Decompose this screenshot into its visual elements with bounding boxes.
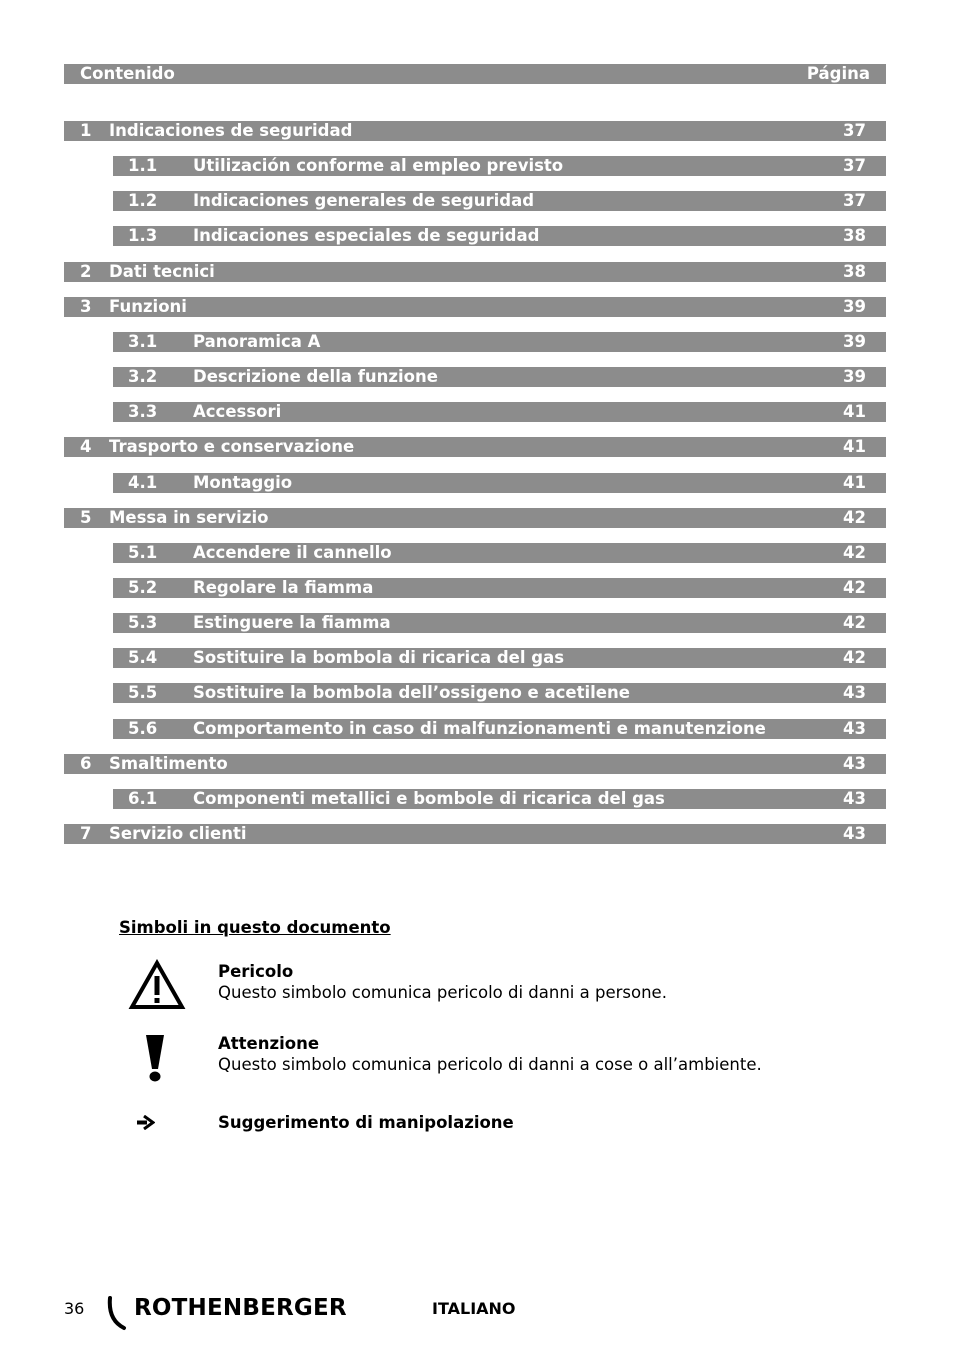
toc-entry-number: 6 [80, 754, 92, 773]
toc-entry-page: 43 [843, 824, 866, 843]
toc-entry [113, 719, 886, 739]
toc-entry [113, 402, 886, 422]
toc-entry-page: 39 [843, 332, 866, 351]
toc-entry-number: 3.2 [128, 367, 158, 386]
toc-entry [113, 156, 886, 176]
toc-entry-number: 5.2 [128, 578, 158, 597]
toc-entry-title: Descrizione della funzione [193, 367, 438, 386]
toc-entry-number: 6.1 [128, 789, 158, 808]
toc-entry-number: 5.1 [128, 543, 158, 562]
toc-entry-title: Indicaciones de seguridad [109, 121, 353, 140]
symbol-tip-heading: Suggerimento di manipolazione [218, 1113, 514, 1132]
toc-entry-title: Dati tecnici [109, 262, 215, 281]
toc-entry [64, 508, 886, 528]
toc-entry [64, 754, 886, 774]
toc-entry-title: Indicaciones especiales de seguridad [193, 226, 540, 245]
toc-entry-title: Trasporto e conservazione [109, 437, 355, 456]
symbol-danger-text: Questo simbolo comunica pericolo di danni a persone. [218, 983, 667, 1002]
toc-entry-title: Panoramica A [193, 332, 321, 351]
toc-entry-title: Regolare la fiamma [193, 578, 374, 597]
toc-entry-page: 38 [843, 262, 866, 281]
toc-entry-title: Funzioni [109, 297, 187, 316]
toc-entry [113, 683, 886, 703]
toc-entry-page: 38 [843, 226, 866, 245]
toc-entry-title: Utilización conforme al empleo previsto [193, 156, 564, 175]
toc-entry-page: 42 [843, 508, 866, 527]
toc-entry-page: 43 [843, 683, 866, 702]
brand-logo-swoosh-icon [106, 1294, 136, 1332]
toc-entry-page: 41 [843, 437, 866, 456]
toc-entry [113, 367, 886, 387]
warning-triangle-icon [128, 959, 186, 1011]
toc-entry-number: 1.1 [128, 156, 158, 175]
toc-entry [113, 473, 886, 493]
toc-entry-number: 1.2 [128, 191, 158, 210]
toc-entry [113, 226, 886, 246]
toc-entry-title: Servizio clienti [109, 824, 247, 843]
toc-entry-number: 1.3 [128, 226, 158, 245]
toc-entry [64, 297, 886, 317]
toc-entry-number: 2 [80, 262, 92, 281]
toc-entry-number: 5.3 [128, 613, 158, 632]
toc-entry-page: 42 [843, 578, 866, 597]
toc-entry-number: 3 [80, 297, 92, 316]
toc-entry-number: 3.1 [128, 332, 158, 351]
toc-entry [113, 578, 886, 598]
toc-entry-page: 41 [843, 402, 866, 421]
toc-entry [113, 332, 886, 352]
toc-entry-page: 39 [843, 297, 866, 316]
symbol-danger-heading: Pericolo [218, 962, 294, 981]
toc-entry-number: 5.6 [128, 719, 158, 738]
toc-entry [64, 262, 886, 282]
toc-entry-title: Indicaciones generales de seguridad [193, 191, 535, 210]
toc-entry [113, 191, 886, 211]
toc-entry-page: 42 [843, 613, 866, 632]
toc-header-contents: Contenido [80, 64, 175, 83]
toc-entry [64, 824, 886, 844]
toc-entry [113, 648, 886, 668]
language-label: ITALIANO [432, 1299, 516, 1318]
toc-header-page: Página [806, 64, 870, 83]
toc-entry-title: Accendere il cannello [193, 543, 392, 562]
symbol-danger [218, 961, 667, 1003]
exclamation-icon [143, 1033, 167, 1083]
toc-entry-number: 5.5 [128, 683, 158, 702]
toc-entry-title: Componenti metallici e bombole di ricarica del gas [193, 789, 665, 808]
toc-entry-number: 3.3 [128, 402, 158, 421]
symbol-caution-text: Questo simbolo comunica pericolo di danni a cose o all’ambiente. [218, 1055, 762, 1074]
toc-entry-title: Montaggio [193, 473, 293, 492]
toc-entry-page: 43 [843, 719, 866, 738]
toc-entry-number: 5.4 [128, 648, 158, 667]
toc-entry [64, 121, 886, 141]
toc-entry-page: 41 [843, 473, 866, 492]
toc-entry-page: 39 [843, 367, 866, 386]
toc-entry-title: Accessori [193, 402, 282, 421]
toc-entry [113, 789, 886, 809]
brand-logo: ROTHENBERGER [134, 1295, 347, 1321]
toc-entry-number: 5 [80, 508, 92, 527]
page-number: 36 [64, 1299, 85, 1318]
toc-entry-title: Sostituire la bombola di ricarica del gas [193, 648, 565, 667]
toc-entry-title: Comportamento in caso di malfunzionamenti e manutenzione [193, 719, 766, 738]
toc-entry-page: 37 [843, 191, 866, 210]
toc-entry-number: 7 [80, 824, 92, 843]
arrow-right-icon [137, 1115, 155, 1130]
toc-entry [113, 613, 886, 633]
toc-entry-number: 4 [80, 437, 92, 456]
symbol-caution [218, 1033, 762, 1075]
toc-entry [113, 543, 886, 563]
toc-entry-title: Smaltimento [109, 754, 228, 773]
toc-entry [64, 437, 886, 457]
toc-entry-number: 4.1 [128, 473, 158, 492]
symbol-tip [218, 1112, 514, 1133]
toc-entry-page: 43 [843, 754, 866, 773]
toc-entry-page: 42 [843, 648, 866, 667]
toc-entry-title: Estinguere la fiamma [193, 613, 391, 632]
toc-entry-page: 43 [843, 789, 866, 808]
toc-entry-number: 1 [80, 121, 92, 140]
toc-entry-page: 37 [843, 121, 866, 140]
toc-entry-title: Sostituire la bombola dell’ossigeno e acetilene [193, 683, 630, 702]
toc-header [64, 64, 886, 84]
symbols-title: Simboli in questo documento [119, 918, 391, 937]
toc-entry-title: Messa in servizio [109, 508, 269, 527]
toc-entry-page: 37 [843, 156, 866, 175]
symbol-caution-heading: Attenzione [218, 1034, 320, 1053]
toc-entry-page: 42 [843, 543, 866, 562]
